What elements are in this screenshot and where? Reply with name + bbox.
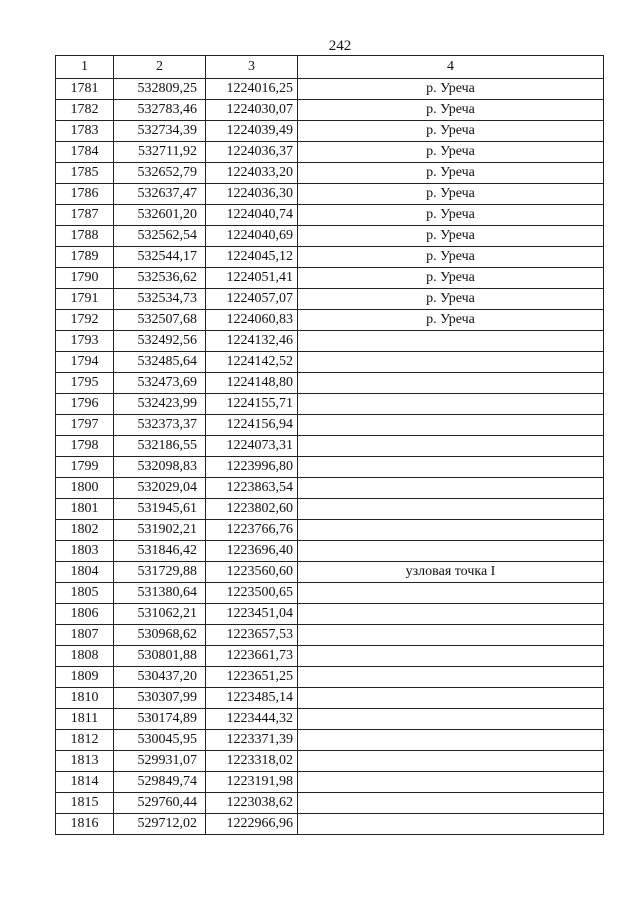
description-cell bbox=[298, 541, 604, 562]
x-coordinate-cell: 529712,02 bbox=[114, 814, 206, 835]
x-coordinate-cell: 531062,21 bbox=[114, 604, 206, 625]
table-row bbox=[56, 562, 604, 583]
y-coordinate-cell: 1224132,46 bbox=[206, 331, 298, 352]
point-number-cell: 1801 bbox=[56, 499, 114, 520]
y-coordinate-cell: 1224148,80 bbox=[206, 373, 298, 394]
description-cell: р. Уреча bbox=[298, 310, 604, 331]
header-row bbox=[56, 56, 604, 79]
table-row bbox=[56, 772, 604, 793]
y-coordinate-cell: 1224045,12 bbox=[206, 247, 298, 268]
x-coordinate-cell: 532652,79 bbox=[114, 163, 206, 184]
description-cell bbox=[298, 352, 604, 373]
description-cell: р. Уреча bbox=[298, 142, 604, 163]
table-row bbox=[56, 520, 604, 541]
y-coordinate-cell: 1223191,98 bbox=[206, 772, 298, 793]
table-row bbox=[56, 163, 604, 184]
table-row bbox=[56, 583, 604, 604]
point-number-cell: 1797 bbox=[56, 415, 114, 436]
point-number-cell: 1816 bbox=[56, 814, 114, 835]
y-coordinate-cell: 1224051,41 bbox=[206, 268, 298, 289]
description-cell bbox=[298, 415, 604, 436]
y-coordinate-cell: 1223038,62 bbox=[206, 793, 298, 814]
header-point-number: 1 bbox=[56, 56, 114, 79]
header-y-coordinate: 3 bbox=[206, 56, 298, 79]
point-number-cell: 1795 bbox=[56, 373, 114, 394]
x-coordinate-cell: 532029,04 bbox=[114, 478, 206, 499]
table-row bbox=[56, 226, 604, 247]
x-coordinate-cell: 531945,61 bbox=[114, 499, 206, 520]
coordinates-table bbox=[55, 55, 604, 835]
y-coordinate-cell: 1224016,25 bbox=[206, 79, 298, 100]
y-coordinate-cell: 1224030,07 bbox=[206, 100, 298, 121]
point-number-cell: 1802 bbox=[56, 520, 114, 541]
x-coordinate-cell: 532423,99 bbox=[114, 394, 206, 415]
table-row bbox=[56, 751, 604, 772]
point-number-cell: 1790 bbox=[56, 268, 114, 289]
point-number-cell: 1799 bbox=[56, 457, 114, 478]
description-cell bbox=[298, 520, 604, 541]
table-row bbox=[56, 604, 604, 625]
y-coordinate-cell: 1224142,52 bbox=[206, 352, 298, 373]
point-number-cell: 1814 bbox=[56, 772, 114, 793]
point-number-cell: 1785 bbox=[56, 163, 114, 184]
x-coordinate-cell: 530045,95 bbox=[114, 730, 206, 751]
description-cell: р. Уреча bbox=[298, 184, 604, 205]
table-row bbox=[56, 646, 604, 667]
description-cell: р. Уреча bbox=[298, 163, 604, 184]
description-cell bbox=[298, 793, 604, 814]
point-number-cell: 1796 bbox=[56, 394, 114, 415]
y-coordinate-cell: 1224036,30 bbox=[206, 184, 298, 205]
table-row bbox=[56, 793, 604, 814]
x-coordinate-cell: 532098,83 bbox=[114, 457, 206, 478]
y-coordinate-cell: 1223371,39 bbox=[206, 730, 298, 751]
page-number: 242 bbox=[328, 38, 352, 54]
description-cell: р. Уреча bbox=[298, 289, 604, 310]
x-coordinate-cell: 530174,89 bbox=[114, 709, 206, 730]
description-cell bbox=[298, 688, 604, 709]
table-row bbox=[56, 814, 604, 835]
y-coordinate-cell: 1224040,69 bbox=[206, 226, 298, 247]
table-row bbox=[56, 688, 604, 709]
x-coordinate-cell: 529931,07 bbox=[114, 751, 206, 772]
y-coordinate-cell: 1224036,37 bbox=[206, 142, 298, 163]
y-coordinate-cell: 1223696,40 bbox=[206, 541, 298, 562]
description-cell: р. Уреча bbox=[298, 226, 604, 247]
point-number-cell: 1815 bbox=[56, 793, 114, 814]
x-coordinate-cell: 530307,99 bbox=[114, 688, 206, 709]
point-number-cell: 1791 bbox=[56, 289, 114, 310]
x-coordinate-cell: 532492,56 bbox=[114, 331, 206, 352]
description-cell bbox=[298, 772, 604, 793]
table-row bbox=[56, 394, 604, 415]
point-number-cell: 1781 bbox=[56, 79, 114, 100]
x-coordinate-cell: 530437,20 bbox=[114, 667, 206, 688]
table-row bbox=[56, 667, 604, 688]
y-coordinate-cell: 1223661,73 bbox=[206, 646, 298, 667]
point-number-cell: 1787 bbox=[56, 205, 114, 226]
point-number-cell: 1794 bbox=[56, 352, 114, 373]
x-coordinate-cell: 532562,54 bbox=[114, 226, 206, 247]
description-cell: узловая точка I bbox=[298, 562, 604, 583]
x-coordinate-cell: 531380,64 bbox=[114, 583, 206, 604]
point-number-cell: 1800 bbox=[56, 478, 114, 499]
description-cell bbox=[298, 667, 604, 688]
table-row bbox=[56, 268, 604, 289]
y-coordinate-cell: 1223996,80 bbox=[206, 457, 298, 478]
x-coordinate-cell: 529760,44 bbox=[114, 793, 206, 814]
y-coordinate-cell: 1224033,20 bbox=[206, 163, 298, 184]
point-number-cell: 1788 bbox=[56, 226, 114, 247]
description-cell: р. Уреча bbox=[298, 205, 604, 226]
x-coordinate-cell: 531902,21 bbox=[114, 520, 206, 541]
description-cell bbox=[298, 625, 604, 646]
y-coordinate-cell: 1224060,83 bbox=[206, 310, 298, 331]
y-coordinate-cell: 1224039,49 bbox=[206, 121, 298, 142]
description-cell: р. Уреча bbox=[298, 268, 604, 289]
x-coordinate-cell: 532637,47 bbox=[114, 184, 206, 205]
y-coordinate-cell: 1223651,25 bbox=[206, 667, 298, 688]
y-coordinate-cell: 1224156,94 bbox=[206, 415, 298, 436]
point-number-cell: 1806 bbox=[56, 604, 114, 625]
point-number-cell: 1807 bbox=[56, 625, 114, 646]
table-row bbox=[56, 541, 604, 562]
description-cell: р. Уреча bbox=[298, 121, 604, 142]
point-number-cell: 1783 bbox=[56, 121, 114, 142]
point-number-cell: 1808 bbox=[56, 646, 114, 667]
point-number-cell: 1804 bbox=[56, 562, 114, 583]
x-coordinate-cell: 532544,17 bbox=[114, 247, 206, 268]
point-number-cell: 1789 bbox=[56, 247, 114, 268]
description-cell bbox=[298, 604, 604, 625]
y-coordinate-cell: 1223863,54 bbox=[206, 478, 298, 499]
table-row bbox=[56, 457, 604, 478]
x-coordinate-cell: 530801,88 bbox=[114, 646, 206, 667]
table-row bbox=[56, 331, 604, 352]
description-cell bbox=[298, 646, 604, 667]
description-cell bbox=[298, 499, 604, 520]
x-coordinate-cell: 532507,68 bbox=[114, 310, 206, 331]
description-cell bbox=[298, 373, 604, 394]
point-number-cell: 1792 bbox=[56, 310, 114, 331]
x-coordinate-cell: 532601,20 bbox=[114, 205, 206, 226]
y-coordinate-cell: 1224155,71 bbox=[206, 394, 298, 415]
description-cell bbox=[298, 730, 604, 751]
y-coordinate-cell: 1224057,07 bbox=[206, 289, 298, 310]
point-number-cell: 1786 bbox=[56, 184, 114, 205]
table-row bbox=[56, 247, 604, 268]
table-row bbox=[56, 625, 604, 646]
y-coordinate-cell: 1223766,76 bbox=[206, 520, 298, 541]
x-coordinate-cell: 532734,39 bbox=[114, 121, 206, 142]
description-cell bbox=[298, 751, 604, 772]
y-coordinate-cell: 1223451,04 bbox=[206, 604, 298, 625]
description-cell bbox=[298, 814, 604, 835]
x-coordinate-cell: 529849,74 bbox=[114, 772, 206, 793]
x-coordinate-cell: 532485,64 bbox=[114, 352, 206, 373]
y-coordinate-cell: 1223444,32 bbox=[206, 709, 298, 730]
description-cell: р. Уреча bbox=[298, 79, 604, 100]
header-description: 4 bbox=[298, 56, 604, 79]
y-coordinate-cell: 1223318,02 bbox=[206, 751, 298, 772]
table-row bbox=[56, 436, 604, 457]
table-row bbox=[56, 121, 604, 142]
description-cell: р. Уреча bbox=[298, 100, 604, 121]
description-cell: р. Уреча bbox=[298, 247, 604, 268]
description-cell bbox=[298, 331, 604, 352]
point-number-cell: 1810 bbox=[56, 688, 114, 709]
point-number-cell: 1805 bbox=[56, 583, 114, 604]
x-coordinate-cell: 532711,92 bbox=[114, 142, 206, 163]
table-row bbox=[56, 205, 604, 226]
point-number-cell: 1809 bbox=[56, 667, 114, 688]
table-row bbox=[56, 478, 604, 499]
point-number-cell: 1798 bbox=[56, 436, 114, 457]
point-number-cell: 1803 bbox=[56, 541, 114, 562]
table-row bbox=[56, 310, 604, 331]
point-number-cell: 1793 bbox=[56, 331, 114, 352]
table-row bbox=[56, 373, 604, 394]
x-coordinate-cell: 531846,42 bbox=[114, 541, 206, 562]
description-cell bbox=[298, 478, 604, 499]
table-row bbox=[56, 100, 604, 121]
y-coordinate-cell: 1223560,60 bbox=[206, 562, 298, 583]
x-coordinate-cell: 532534,73 bbox=[114, 289, 206, 310]
table-row bbox=[56, 709, 604, 730]
description-cell bbox=[298, 436, 604, 457]
y-coordinate-cell: 1224073,31 bbox=[206, 436, 298, 457]
point-number-cell: 1784 bbox=[56, 142, 114, 163]
y-coordinate-cell: 1223485,14 bbox=[206, 688, 298, 709]
table-row bbox=[56, 184, 604, 205]
x-coordinate-cell: 532186,55 bbox=[114, 436, 206, 457]
description-cell bbox=[298, 394, 604, 415]
x-coordinate-cell: 532473,69 bbox=[114, 373, 206, 394]
x-coordinate-cell: 532783,46 bbox=[114, 100, 206, 121]
x-coordinate-cell: 532536,62 bbox=[114, 268, 206, 289]
y-coordinate-cell: 1223657,53 bbox=[206, 625, 298, 646]
x-coordinate-cell: 532809,25 bbox=[114, 79, 206, 100]
table-row bbox=[56, 499, 604, 520]
point-number-cell: 1782 bbox=[56, 100, 114, 121]
x-coordinate-cell: 532373,37 bbox=[114, 415, 206, 436]
table-row bbox=[56, 352, 604, 373]
point-number-cell: 1813 bbox=[56, 751, 114, 772]
table-row bbox=[56, 289, 604, 310]
y-coordinate-cell: 1224040,74 bbox=[206, 205, 298, 226]
point-number-cell: 1811 bbox=[56, 709, 114, 730]
y-coordinate-cell: 1223802,60 bbox=[206, 499, 298, 520]
table-row bbox=[56, 79, 604, 100]
table-row bbox=[56, 142, 604, 163]
header-x-coordinate: 2 bbox=[114, 56, 206, 79]
point-number-cell: 1812 bbox=[56, 730, 114, 751]
x-coordinate-cell: 531729,88 bbox=[114, 562, 206, 583]
table-row bbox=[56, 730, 604, 751]
x-coordinate-cell: 530968,62 bbox=[114, 625, 206, 646]
y-coordinate-cell: 1223500,65 bbox=[206, 583, 298, 604]
y-coordinate-cell: 1222966,96 bbox=[206, 814, 298, 835]
description-cell bbox=[298, 709, 604, 730]
description-cell bbox=[298, 583, 604, 604]
table-row bbox=[56, 415, 604, 436]
description-cell bbox=[298, 457, 604, 478]
